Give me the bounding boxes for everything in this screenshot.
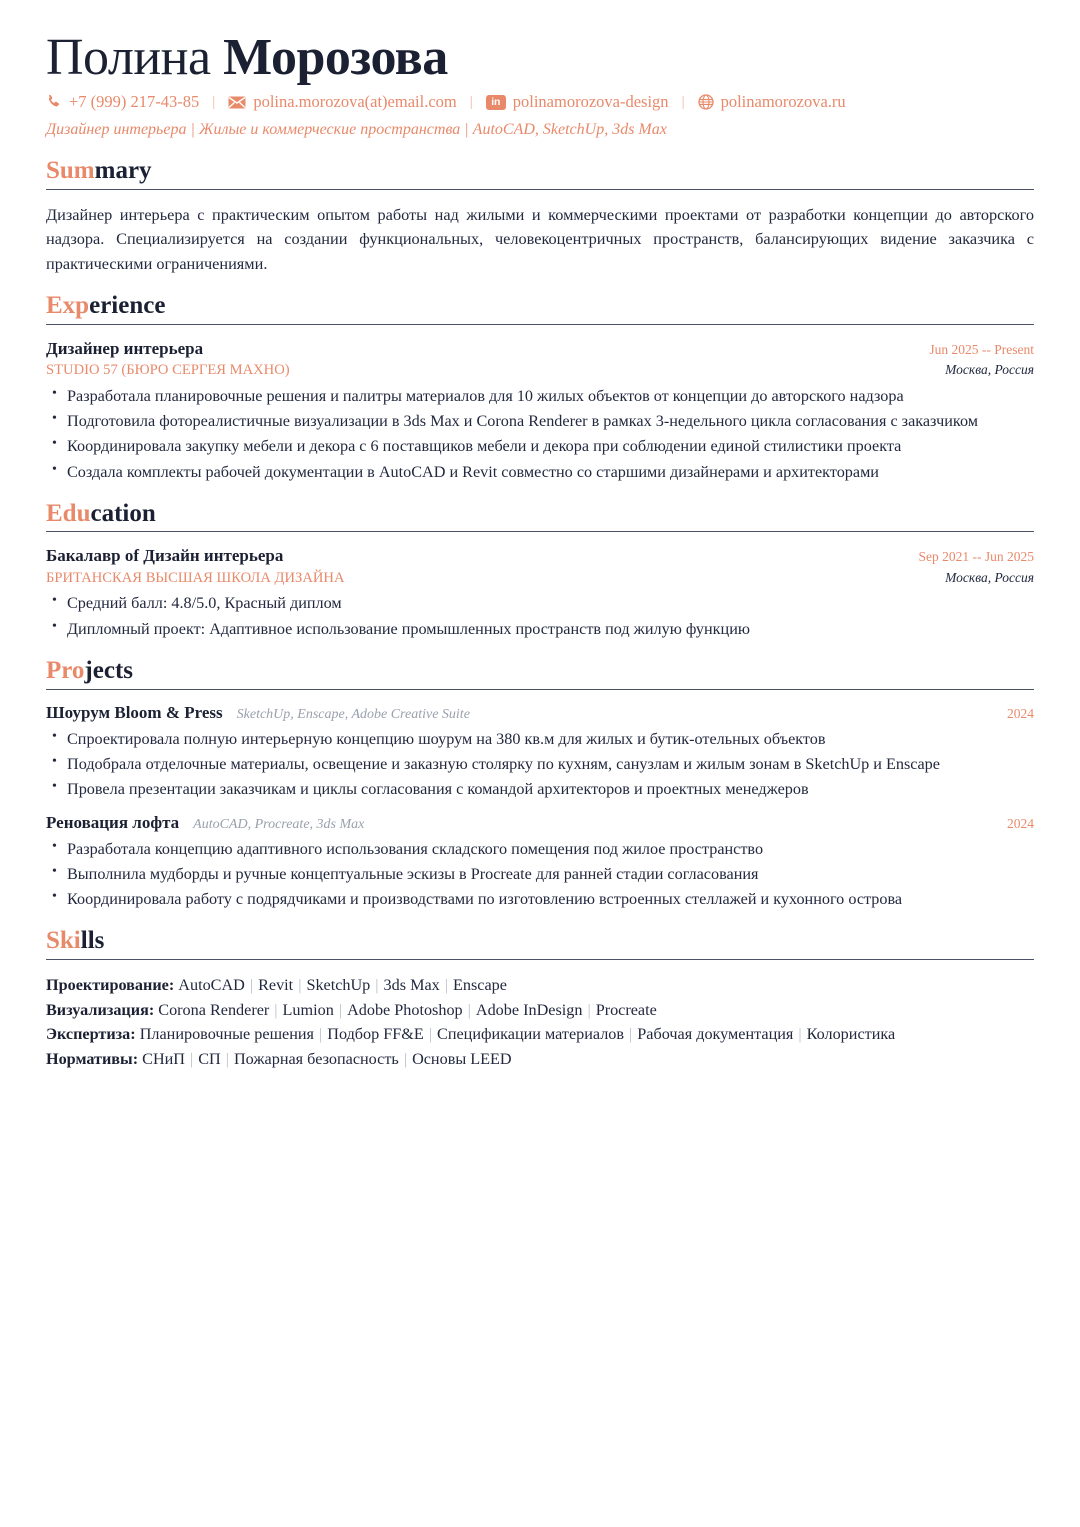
email-text: polina.morozova(at)email.com — [253, 92, 457, 112]
project-title-group — [46, 813, 364, 833]
skill-separator: | — [798, 1025, 802, 1044]
skill-item: Revit — [258, 976, 294, 995]
skill-items — [158, 1001, 657, 1019]
skill-separator: | — [298, 976, 302, 995]
bullet-item: • Координировала работу с подрядчиками и производствами по изготовлению встроенных стеллажей и кухонного острова — [46, 888, 1034, 911]
skill-item: Lumion — [282, 1000, 334, 1019]
skill-separator: | — [444, 976, 448, 995]
skill-items — [142, 1050, 511, 1068]
contact-separator: | — [469, 93, 473, 110]
skill-items — [140, 1025, 895, 1043]
section-title-projects — [46, 657, 1034, 686]
bullet-item: • Выполнила мудборды и ручные концептуальные эскизы в Procreate для ранней стадии согласования — [46, 863, 1034, 886]
section-title-rest: cation — [90, 499, 156, 527]
section-skills — [46, 927, 1034, 1071]
bullet-item: • Разработала планировочные решения и палитры материалов для 10 жилых объектов от концепции до авторского надзора — [46, 385, 1034, 408]
project-name: Шоурум Bloom & Press — [46, 702, 223, 722]
skill-category: Экспертиза: — [46, 1025, 136, 1044]
skill-item: СНиП — [142, 1050, 185, 1069]
skill-row — [46, 998, 1034, 1023]
section-summary — [46, 157, 1034, 276]
skill-item: AutoCAD — [178, 976, 245, 995]
contact-linkedin[interactable] — [486, 92, 669, 112]
contact-separator: | — [212, 93, 216, 110]
skill-separator: | — [225, 1050, 229, 1069]
project-entry — [46, 813, 1034, 911]
bullet-item: • Спроектировала полную интерьерную концепцию шоурум на 380 кв.м для жилых и бутик-отельных объектов — [46, 728, 1034, 751]
job-bullets — [46, 385, 1034, 484]
bullet-item: • Дипломный проект: Адаптивное использование промышленных пространств под жилую функцию — [46, 618, 1034, 641]
skill-category: Визуализация: — [46, 1000, 155, 1019]
job-company: STUDIO 57 (БЮРО СЕРГЕЯ МАХНО) — [46, 362, 290, 379]
section-title-highlight: Pro — [46, 656, 85, 684]
project-title-group — [46, 703, 470, 723]
skill-item: Corona Renderer — [158, 1000, 270, 1019]
skill-separator: | — [249, 976, 254, 995]
section-rule — [46, 959, 1034, 960]
project-header — [46, 813, 1034, 833]
section-title-highlight: Edu — [46, 499, 91, 527]
contact-phone[interactable] — [46, 92, 199, 112]
bullet-item: • Координировала закупку мебели и декора с 6 поставщиков мебели и декора при соблюдении единой стилистики проекта — [46, 435, 1034, 458]
skill-separator: | — [403, 1050, 408, 1069]
skill-item: 3ds Max — [383, 976, 440, 995]
skill-item: Adobe Photoshop — [347, 1000, 463, 1019]
section-title-rest: erience — [89, 292, 166, 320]
project-stack: SketchUp, Enscape, Adobe Creative Suite — [236, 706, 470, 722]
skill-row — [46, 973, 1034, 998]
section-experience — [46, 292, 1034, 483]
skill-item: Планировочные решения — [139, 1025, 314, 1044]
section-rule — [46, 689, 1034, 690]
contact-separator: | — [681, 93, 685, 110]
skill-separator: | — [338, 1000, 343, 1019]
skill-separator: | — [319, 1025, 323, 1044]
skill-item: Основы LEED — [412, 1050, 512, 1069]
bullet-item: • Разработала концепцию адаптивного использования складского помещения под жилое пространство — [46, 838, 1034, 861]
project-name: Реновация лофта — [46, 813, 180, 832]
section-title-experience — [46, 292, 1034, 321]
job-title: Дизайнер интерьера — [46, 338, 204, 358]
skill-item: Пожарная безопасность — [233, 1050, 399, 1069]
summary-text: Дизайнер интерьера с практическим опытом работы над жилыми и коммерческими проектами от разработки концепции до авторского надзора. Специализируется на создании функциональных, человекоцентричных пространств, балансирующих видение заказчика с практическими ограничениями. — [46, 204, 1034, 273]
candidate-name — [46, 30, 1034, 86]
section-title-summary — [46, 157, 1034, 186]
job-location: Москва, Россия — [945, 362, 1034, 378]
section-title-skills — [46, 927, 1034, 956]
skill-item: Adobe InDesign — [475, 1000, 583, 1019]
section-title-highlight: Sum — [46, 157, 95, 185]
entry-header — [46, 338, 1034, 360]
skill-item: Спецификации материалов — [437, 1025, 625, 1044]
skill-separator: | — [428, 1025, 433, 1044]
resume-header — [46, 30, 1034, 139]
skill-items — [178, 976, 507, 994]
skill-separator: | — [629, 1025, 633, 1044]
section-title-rest: jects — [84, 656, 133, 684]
skill-category: Нормативы: — [46, 1050, 139, 1069]
entry-subheader — [46, 569, 1034, 588]
degree-date: Sep 2021 -- Jun 2025 — [918, 549, 1034, 565]
section-education — [46, 500, 1034, 641]
section-title-education — [46, 500, 1034, 529]
linkedin-icon: in — [486, 95, 506, 110]
bullet-item: • Провела презентации заказчикам и циклы согласования с командой архитекторов и проектных менеджеров — [46, 778, 1034, 801]
skill-row — [46, 1022, 1034, 1047]
section-rule — [46, 189, 1034, 190]
project-entry — [46, 703, 1034, 801]
education-entry — [46, 545, 1034, 640]
school-location: Москва, Россия — [945, 569, 1034, 585]
globe-icon — [698, 94, 714, 110]
skill-item: Колористика — [806, 1025, 896, 1044]
contact-email[interactable] — [228, 92, 456, 112]
contact-line — [46, 92, 1034, 112]
skill-category: Проектирование: — [46, 976, 175, 995]
section-title-highlight: Exp — [46, 292, 90, 320]
project-year: 2024 — [1007, 816, 1034, 831]
skills-list — [46, 973, 1034, 1072]
bullet-item: • Средний балл: 4.8/5.0, Красный диплом — [46, 592, 1034, 615]
skill-separator: | — [375, 976, 379, 995]
skill-separator: | — [467, 1000, 471, 1019]
bullet-item: • Подготовила фотореалистичные визуализации в 3ds Max и Corona Renderer в рамках 3-недельного цикла согласования с заказчиком — [46, 410, 1034, 433]
skill-separator: | — [274, 1000, 278, 1019]
email-icon — [228, 96, 246, 109]
given-name: Полина — [46, 29, 211, 86]
section-rule — [46, 531, 1034, 532]
project-year: 2024 — [1007, 705, 1034, 721]
section-title-highlight: Ski — [46, 927, 81, 955]
school-name: БРИТАНСКАЯ ВЫСШАЯ ШКОЛА ДИЗАЙНА — [46, 569, 345, 586]
skill-item: Рабочая документация — [637, 1025, 794, 1044]
linkedin-text: polinamorozova-design — [512, 92, 669, 112]
section-projects — [46, 657, 1034, 912]
section-title-rest: lls — [80, 927, 105, 955]
skill-item: СП — [198, 1050, 221, 1069]
contact-website[interactable] — [698, 92, 846, 112]
skill-row — [46, 1047, 1034, 1072]
education-bullets — [46, 592, 1034, 640]
skill-separator: | — [587, 1000, 591, 1019]
bullet-item: • Создала комплекты рабочей документации в AutoCAD и Revit совместно со старшими дизайнерами и архитекторами — [46, 461, 1034, 484]
project-bullets — [46, 728, 1034, 801]
headline-tagline: Дизайнер интерьера | Жилые и коммерческие пространства | AutoCAD, SketchUp, 3ds Max — [46, 121, 667, 139]
project-stack: AutoCAD, Procreate, 3ds Max — [193, 817, 365, 832]
experience-entry — [46, 338, 1034, 484]
section-rule — [46, 324, 1034, 325]
section-title-rest: mary — [94, 157, 152, 185]
website-text: polinamorozova.ru — [720, 92, 846, 112]
skill-separator: | — [189, 1050, 194, 1069]
project-header — [46, 703, 1034, 723]
entry-header — [46, 545, 1034, 567]
skill-item: Procreate — [595, 1000, 657, 1019]
skill-item: Подбор FF&E — [327, 1025, 424, 1044]
phone-icon — [46, 94, 62, 110]
job-date: Jun 2025 -- Present — [929, 341, 1034, 357]
skill-item: SketchUp — [306, 976, 371, 995]
entry-subheader — [46, 361, 1034, 380]
skill-item: Enscape — [453, 976, 507, 995]
degree-title: Бакалавр of Дизайн интерьера — [46, 546, 284, 566]
bullet-item: • Подобрала отделочные материалы, освещение и заказную столярку по кухням, санузлам и жилым зонам в SketchUp и Enscape — [46, 753, 1034, 776]
project-bullets — [46, 838, 1034, 911]
phone-text: +7 (999) 217-43-85 — [69, 92, 200, 112]
family-name: Морозова — [223, 29, 448, 86]
